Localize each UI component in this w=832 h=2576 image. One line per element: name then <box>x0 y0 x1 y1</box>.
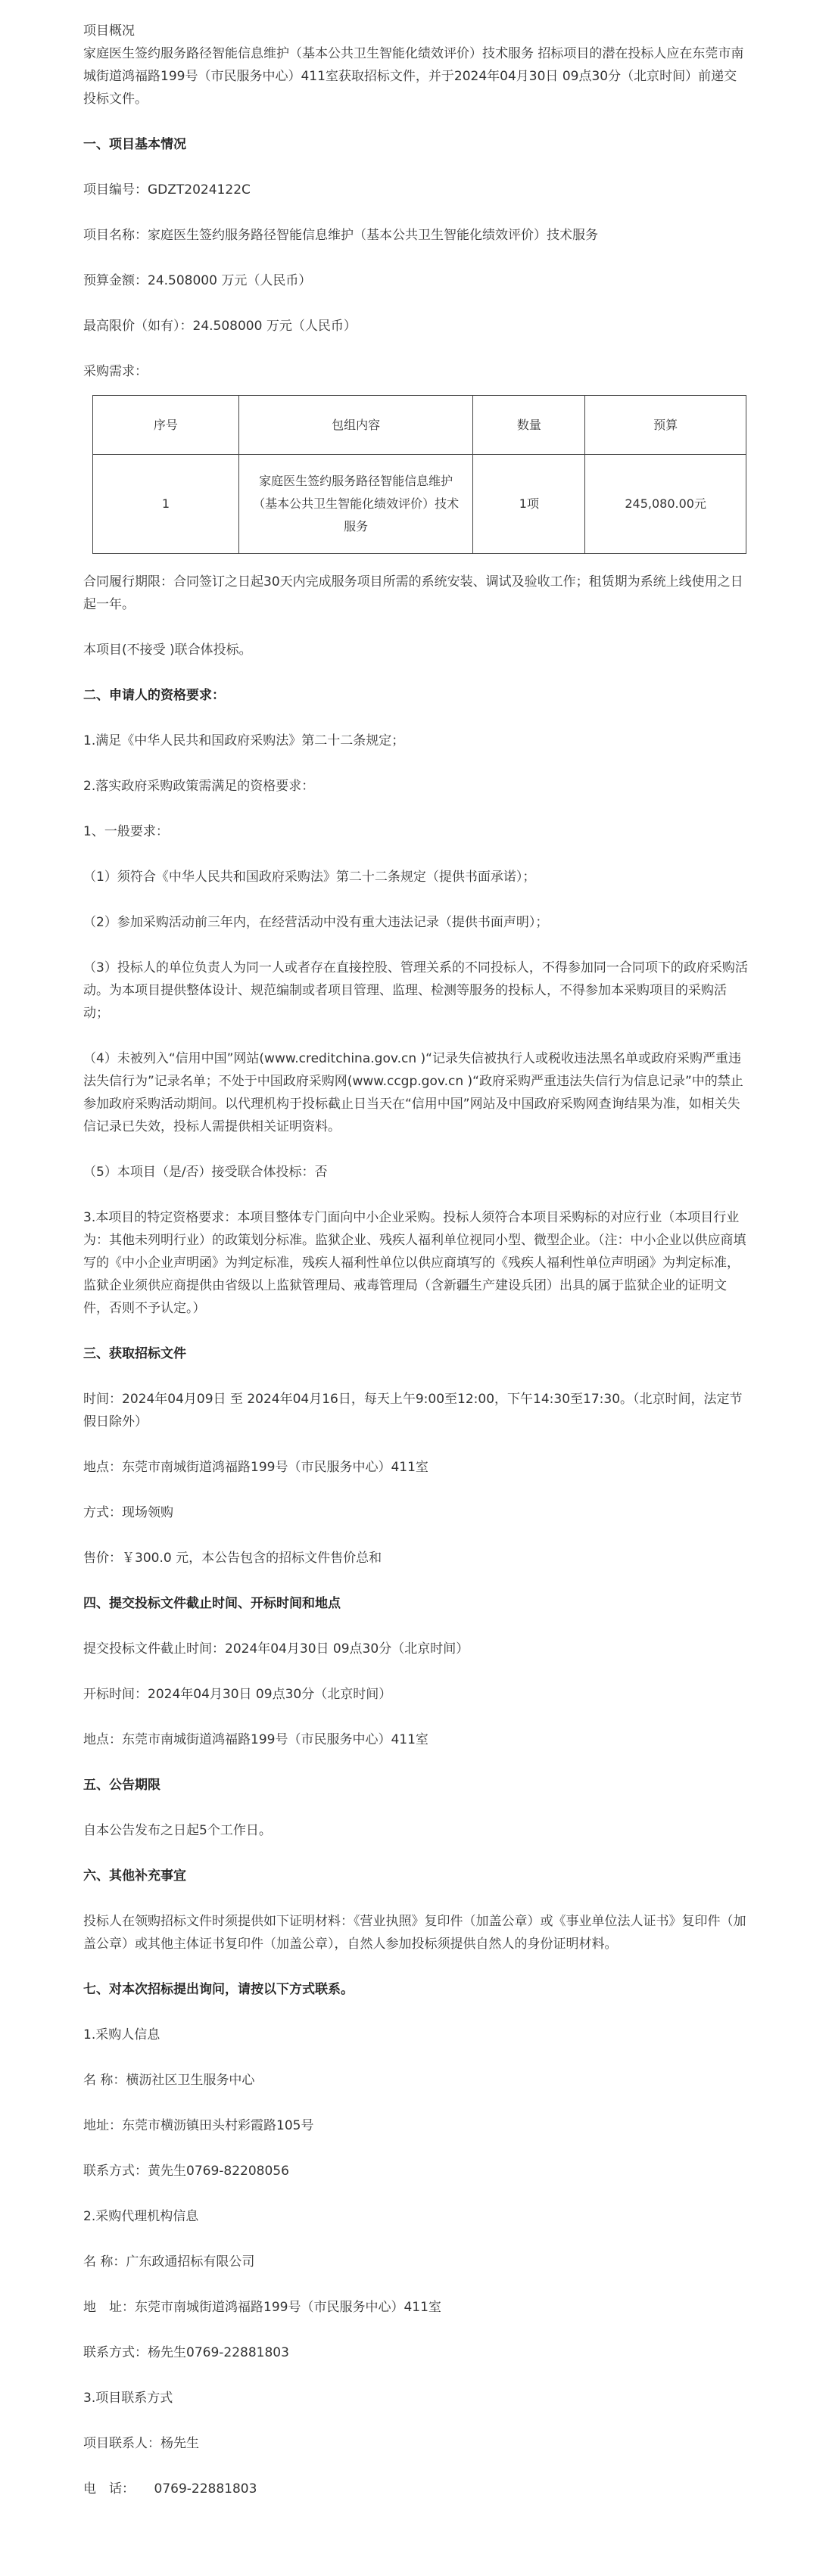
section-other-heading: 六、其他补充事宜 <box>83 1868 186 1884</box>
table-header-cell: 包组内容 <box>238 396 473 455</box>
obtain-method: 方式：现场领购 <box>83 1505 173 1520</box>
table-cell: 245,080.00元 <box>585 455 746 554</box>
table-header-cell: 数量 <box>473 396 585 455</box>
overview-text: 家庭医生签约服务路径智能信息维护（基本公共卫生智能化绩效评价）技术服务 招标项目的潜在投标人应在东莞市南城街道鸿福路199号（市民服务中心）411室获取招标文件，并于2024年04月30日 09点30分（北京时间）前递交投标文件。 <box>83 46 744 107</box>
opening-time: 开标时间：2024年04月30日 09点30分（北京时间） <box>83 1687 392 1702</box>
purchaser-address: 地址：东莞市横沥镇田头村彩霞路105号 <box>83 2118 314 2133</box>
table-header-cell: 预算 <box>585 396 746 455</box>
qualification-item: （4）未被列入“信用中国”网站(www.creditchina.gov.cn )“记录失信被执行人或税收违法黑名单或政府采购严重违法失信行为”记录名单；不处于中国政府采购网(www.ccgp.gov.cn )“政府采购严重违法失信行为信息记录”中的禁止参加政府采购活动期间。以代理机构于投标截止日当天在“信用中国”网站及中国政府采购网查询结果为准，如相关失信记录已失效，投标人需提供相关证明资料。 <box>83 1051 743 1134</box>
section-obtain-heading: 三、获取招标文件 <box>83 1346 186 1361</box>
qualification-item: 1、一般要求： <box>83 824 169 839</box>
budget-amount: 预算金额：24.508000 万元（人民币） <box>83 273 312 288</box>
submission-deadline: 提交投标文件截止时间：2024年04月30日 09点30分（北京时间） <box>83 1641 469 1657</box>
agent-address: 地 址：东莞市南城街道鸿福路199号（市民服务中心）411室 <box>83 2300 441 2315</box>
project-contact-phone: 电 话： 0769-22881803 <box>83 2481 257 2497</box>
section-contact-heading: 七、对本次招标提出询问，请按以下方式联系。 <box>83 1982 354 1997</box>
table-cell: 家庭医生签约服务路径智能信息维护（基本公共卫生智能化绩效评价）技术服务 <box>238 455 473 554</box>
agent-name: 名 称：广东政通招标有限公司 <box>83 2254 255 2270</box>
obtain-price: 售价：￥300.0 元，本公告包含的招标文件售价总和 <box>83 1551 382 1566</box>
qualification-item: （2）参加采购活动前三年内，在经营活动中没有重大违法记录（提供书面声明）； <box>83 915 549 930</box>
qualification-item: （5）本项目（是/否）接受联合体投标：否 <box>83 1165 328 1180</box>
table-cell: 1 <box>93 455 239 554</box>
consortium-note: 本项目(不接受 )联合体投标。 <box>83 642 252 658</box>
table-header-row <box>93 396 746 455</box>
qualification-item: （1）须符合《中华人民共和国政府采购法》第二十二条规定（提供书面承诺）； <box>83 870 536 885</box>
other-matters: 投标人在领购招标文件时须提供如下证明材料：《营业执照》复印件（加盖公章）或《事业单位法人证书》复印件（加盖公章）或其他主体证书复印件（加盖公章），自然人参加投标须提供自然人的身份证明材料。 <box>83 1914 746 1952</box>
qualification-item: 1.满足《中华人民共和国政府采购法》第二十二条规定； <box>83 733 405 748</box>
qualification-item: 2.落实政府采购政策需满足的资格要求： <box>83 779 315 794</box>
section-basic-heading: 一、项目基本情况 <box>83 137 186 152</box>
purchaser-title: 1.采购人信息 <box>83 2027 160 2042</box>
demand-label: 采购需求： <box>83 364 148 379</box>
project-name: 项目名称：家庭医生签约服务路径智能信息维护（基本公共卫生智能化绩效评价）技术服务 <box>83 228 598 243</box>
announcement-period: 自本公告发布之日起5个工作日。 <box>83 1823 272 1838</box>
table-row <box>93 455 746 554</box>
qualification-item: 3.本项目的特定资格要求：本项目整体专门面向中小企业采购。投标人须符合本项目采购标的对应行业（本项目行业为：其他未列明行业）的政策划分标准。监狱企业、残疾人福利单位视同小型、微型企业。（注：中小企业以供应商填写的《中小企业声明函》为判定标准，残疾人福利性单位以供应商填写的《残疾人福利性单位声明函》为判定标准，监狱企业须供应商提供由省级以上监狱管理局、戒毒管理局（含新疆生产建设兵团）出具的属于监狱企业的证明文件，否则不予认定。） <box>83 1210 746 1316</box>
max-price: 最高限价（如有）：24.508000 万元（人民币） <box>83 319 357 334</box>
project-contact-person: 项目联系人：杨先生 <box>83 2436 199 2451</box>
procurement-table <box>92 395 746 554</box>
purchaser-name: 名 称：横沥社区卫生服务中心 <box>83 2073 255 2088</box>
project-contact-title: 3.项目联系方式 <box>83 2391 173 2406</box>
opening-place: 地点：东莞市南城街道鸿福路199号（市民服务中心）411室 <box>83 1732 428 1747</box>
overview-title: 项目概况 <box>83 23 135 39</box>
obtain-time: 时间：2024年04月09日 至 2024年04月16日，每天上午9:00至12:00，下午14:30至17:30。（北京时间，法定节假日除外） <box>83 1392 743 1430</box>
table-cell: 1项 <box>473 455 585 554</box>
section-deadline-heading: 四、提交投标文件截止时间、开标时间和地点 <box>83 1596 341 1611</box>
table-header-cell: 序号 <box>93 396 239 455</box>
qualification-item: （3）投标人的单位负责人为同一人或者存在直接控股、管理关系的不同投标人，不得参加同一合同项下的政府采购活动。为本项目提供整体设计、规范编制或者项目管理、监理、检测等服务的投标人，不得参加本采购项目的采购活动； <box>83 960 748 1021</box>
purchaser-contact: 联系方式：黄先生0769-82208056 <box>83 2164 289 2179</box>
contract-period: 合同履行期限：合同签订之日起30天内完成服务项目所需的系统安装、调试及验收工作；租赁期为系统上线使用之日起一年。 <box>83 574 743 612</box>
project-number: 项目编号：GDZT2024122C <box>83 182 251 198</box>
agent-contact: 联系方式：杨先生0769-22881803 <box>83 2345 289 2360</box>
section-qualification-heading: 二、申请人的资格要求： <box>83 688 225 703</box>
obtain-place: 地点：东莞市南城街道鸿福路199号（市民服务中心）411室 <box>83 1460 428 1475</box>
agent-title: 2.采购代理机构信息 <box>83 2209 199 2224</box>
section-period-heading: 五、公告期限 <box>83 1778 160 1793</box>
